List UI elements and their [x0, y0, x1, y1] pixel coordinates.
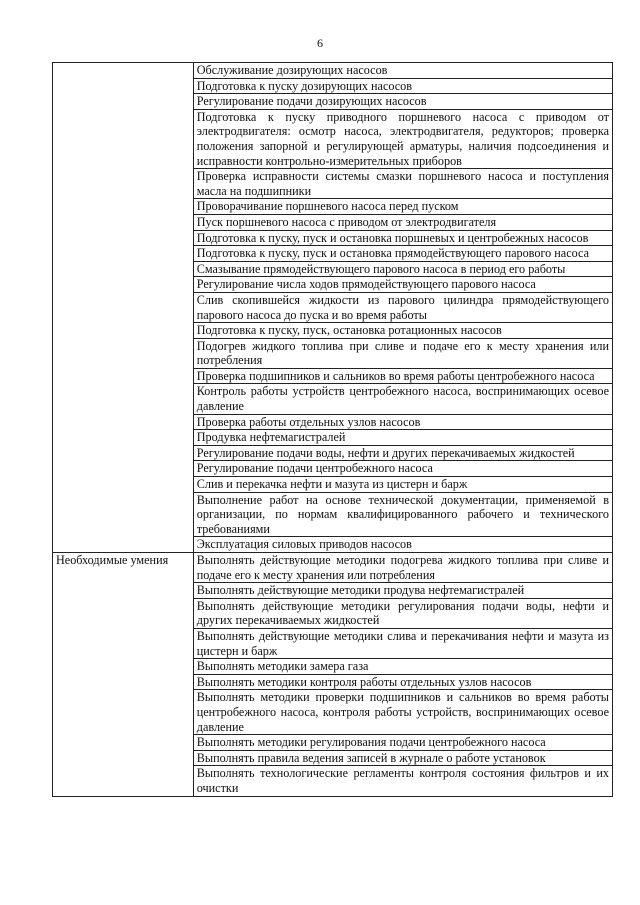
table-body: [53, 63, 613, 797]
section-label: [53, 63, 194, 553]
table-cell: Проверка работы отдельных узлов насосов: [193, 414, 612, 430]
table-row: [53, 553, 613, 583]
table-cell: Выполнять методики регулирования подачи центробежного насоса: [193, 735, 612, 751]
table-cell: Выполнять действующие методики подогрева жидкого топлива при сливе и подаче его к месту хранения или потребления: [193, 553, 612, 583]
table-cell: Контроль работы устройств центробежного насоса, воспринимающих осевое давление: [193, 384, 612, 414]
table-cell: Подготовка к пуску, пуск и остановка прямодействующего парового насоса: [193, 246, 612, 262]
table-cell: Проверка подшипников и сальников во время работы центробежного насоса: [193, 368, 612, 384]
section-label: Необходимые умения: [53, 553, 194, 797]
table-cell: Подготовка к пуску, пуск, остановка ротационных насосов: [193, 323, 612, 339]
table-cell: Подогрев жидкого топлива при сливе и подаче его к месту хранения или потребления: [193, 338, 612, 368]
table-cell: Выполнять действующие методики регулирования подачи воды, нефти и других перекачиваемых жидкостей: [193, 598, 612, 628]
table-cell: Регулирование подачи воды, нефти и других перекачиваемых жидкостей: [193, 445, 612, 461]
competency-table: [52, 62, 613, 797]
table-row: [53, 63, 613, 79]
table-cell: Слив и перекачка нефти и мазута из цистерн и барж: [193, 477, 612, 493]
table-cell: Регулирование подачи дозирующих насосов: [193, 94, 612, 110]
table-cell: Выполнять действующие методики продува нефтемагистралей: [193, 583, 612, 599]
table-cell: Подготовка к пуску приводного поршневого насоса с приводом от электродвигателя: осмотр насоса, электродвигателя, редукторов; проверка положения запорной и регулирующей арматуры, наличия подсоединения и исправности контрольно-измерительных приборов: [193, 109, 612, 168]
table-cell: Продувка нефтемагистралей: [193, 430, 612, 446]
table-cell: Регулирование числа ходов прямодействующего парового насоса: [193, 277, 612, 293]
table-cell: Смазывание прямодействующего парового насоса в период его работы: [193, 261, 612, 277]
table-cell: Регулирование подачи центробежного насоса: [193, 461, 612, 477]
table-cell: Выполнять правила ведения записей в журнале о работе установок: [193, 750, 612, 766]
table-cell: Выполнять технологические регламенты контроля состояния фильтров и их очистки: [193, 766, 612, 796]
table-cell: Проворачивание поршневого насоса перед пуском: [193, 199, 612, 215]
table-cell: Обслуживание дозирующих насосов: [193, 63, 612, 79]
table-cell: Эксплуатация силовых приводов насосов: [193, 537, 612, 553]
table-cell: Выполнение работ на основе технической документации, применяемой в организации, по нормам квалифицированного рабочего и технического требованиями: [193, 492, 612, 537]
table-cell: Выполнять действующие методики слива и перекачивания нефти и мазута из цистерн и барж: [193, 628, 612, 658]
table-cell: Выполнять методики проверки подшипников и сальников во время работы центробежного насоса, контроля работы устройств, воспринимающих осевое давление: [193, 690, 612, 735]
table-cell: Проверка исправности системы смазки поршневого насоса и поступления масла на подшипники: [193, 169, 612, 199]
page-number: 6: [317, 36, 323, 50]
table-cell: Слив скопившейся жидкости из парового цилиндра прямодействующего парового насоса до пуска и во время работы: [193, 292, 612, 322]
table-cell: Подготовка к пуску дозирующих насосов: [193, 78, 612, 94]
table-cell: Выполнять методики контроля работы отдельных узлов насосов: [193, 674, 612, 690]
table-cell: Выполнять методики замера газа: [193, 659, 612, 675]
table-cell: Пуск поршневого насоса с приводом от электродвигателя: [193, 214, 612, 230]
table-cell: Подготовка к пуску, пуск и остановка поршневых и центробежных насосов: [193, 230, 612, 246]
